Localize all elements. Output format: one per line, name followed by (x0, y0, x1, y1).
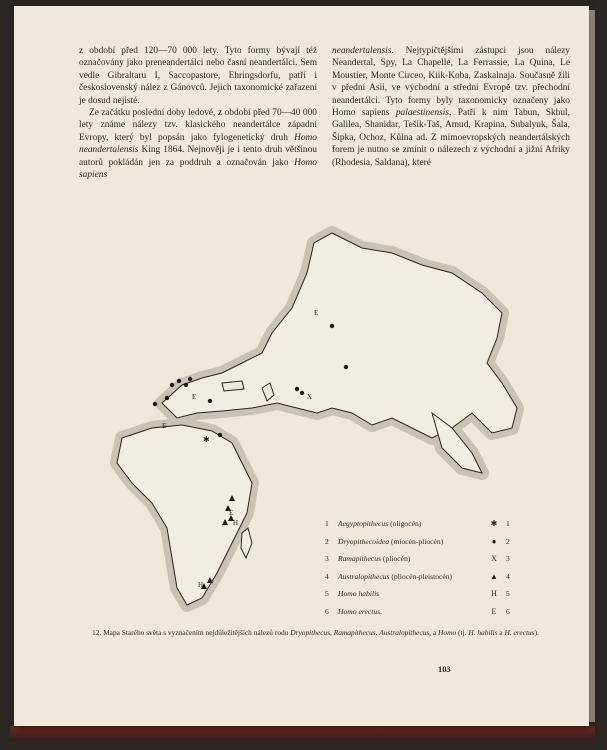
legend-number: 2 (325, 536, 329, 546)
species-name: neandertalensis (332, 46, 392, 56)
caption-italic: Homo (438, 628, 457, 637)
page-edge (589, 10, 595, 722)
madagascar-outline (241, 528, 252, 558)
paragraph (79, 107, 317, 181)
erectus-letter: E (192, 393, 197, 401)
period: . (380, 606, 383, 616)
dryopithecoid-site (218, 433, 222, 437)
paragraph-text: z období před 120—70 000 lety. Tyto formy bývají též označovány jako preneandertálci nebo časní neandertálci. Sem vedle Gibraltaru I, Saccopastore, Ehringsdorfu, patří i československý nález z Gánovců. Jejich taxonomické zařazení je dosud nejisté. (79, 46, 317, 106)
legend-row (325, 603, 525, 621)
page-number: 103 (438, 665, 451, 674)
eurasia-outline (162, 233, 517, 438)
species-name: palaestinensis (395, 108, 449, 119)
period: (oligocén) (388, 519, 422, 528)
legend-label (338, 585, 379, 603)
legend-label (338, 568, 452, 586)
legend-number: 6 (506, 606, 510, 616)
legend-number: 1 (506, 519, 510, 528)
caption-italic: Dryopithecus, Ramapithecus, Australopithecus, (290, 628, 432, 637)
letter-h-icon: H (491, 589, 497, 598)
right-text-column (332, 45, 570, 169)
legend-label (338, 603, 382, 621)
dryopithecoid-site (188, 377, 192, 381)
erectus-letter: E (229, 509, 234, 517)
dryopithecoid-site (295, 387, 299, 391)
paragraph-text: . Patří k nim Tabun, Skhul, Galilea, Shanidar, Tešik-Taš, Amud, Krapina, Subalyuk, Šala, Šipka, Ochoz, Kůlna ad. Z mimoevropských neandertálských forem je nutno se zmínit o nálezech z východní a jižní Afriky (Rhodesia, Saldana), které (332, 108, 570, 168)
dryopithecoid-site (177, 379, 181, 383)
species-name: Homo neandertalensis (79, 132, 317, 156)
legend-row (325, 585, 525, 603)
triangle-icon: ▲ (490, 571, 498, 581)
legend-number: 2 (506, 536, 510, 546)
dryopithecoid-site (344, 365, 348, 369)
legend-row (325, 515, 525, 533)
caption-italic: H. habilis (468, 628, 498, 637)
legend-label (338, 550, 410, 568)
legend-number: 5 (325, 589, 329, 598)
dryopithecoid-site (208, 399, 212, 403)
paragraph-text: Ze začátku poslední doby ledové, z období před 70—40 000 lety známe nálezy tzv. klasického neandertálce západní Evropy, který byl popsán jako fylogenetický druh (79, 108, 317, 143)
legend-row (325, 550, 525, 568)
figure-caption (92, 628, 542, 639)
taxon-name: Dryopithecoidea (338, 536, 390, 546)
habilis-letter: H (233, 519, 239, 527)
paragraph (332, 45, 570, 169)
legend-number: 5 (506, 589, 510, 598)
legend-number: 4 (506, 571, 510, 581)
caption-text: a (431, 628, 439, 637)
erectus-letter: E (314, 309, 319, 317)
caption-text: 12. Mapa Starého světa s vyznačením nejdůležitějších nálezů rodu (92, 628, 291, 637)
taxon-name: Ramapithecus (338, 554, 382, 563)
taxon-name: Homo erectus (338, 606, 381, 616)
period: (pliocén-pleistocén) (389, 571, 453, 581)
legend-label (338, 515, 421, 533)
dryopithecoid-site (153, 402, 157, 406)
caption-text: a (497, 628, 505, 637)
letter-e-icon: E (491, 606, 497, 616)
asterisk-icon: ✱ (490, 519, 498, 528)
paragraph-text: . Nejtypičtějšími zástupci jsou nálezy Neandertal, Spy, La Chapelle, La Ferrassie, La Quina, Le Moustier, Monte Circeo, Kiik-Koba, Zaskalnaja. Současně žili v přední Asii, ve východní a střední Evropě tzv. přechodní neandertálci. Tyto formy byly taxonomicky označeny jako Homo sapiens (332, 46, 570, 119)
caption-text: ). (534, 628, 539, 637)
period: (miocén-pliocén) (389, 536, 444, 546)
dryopithecoid-site (165, 396, 169, 400)
dryopithecoid-site (184, 383, 188, 387)
legend-number: 3 (325, 554, 329, 563)
ramapithecus-letter: X (307, 393, 313, 401)
caption-italic: H. erectus (504, 628, 535, 637)
book-cover-edge (10, 726, 595, 740)
taxon-name: Australopithecus (338, 571, 390, 581)
species-name: Homo sapiens (79, 157, 317, 181)
erectus-letter: E (162, 422, 167, 430)
map-legend (325, 515, 525, 620)
legend-label (338, 533, 443, 551)
dryopithecoid-site (300, 391, 304, 395)
legend-number: 6 (325, 606, 329, 616)
legend-number: 4 (325, 571, 329, 581)
dryopithecoid-site (330, 324, 334, 328)
habilis-letter: H (198, 581, 204, 589)
taxon-name: Homo habilis (338, 589, 380, 598)
caption-text: (tj. (456, 628, 469, 637)
taxon-name: Aegyptopithecus (338, 519, 389, 528)
dryopithecoid-site (170, 383, 174, 387)
legend-number: 1 (325, 519, 329, 528)
period: (pliocén) (381, 554, 411, 563)
legend-number: 3 (506, 554, 510, 563)
left-text-column (79, 45, 317, 181)
cross-icon: X (491, 554, 497, 563)
black-sea-outline (222, 381, 244, 391)
paragraph-text: King 1864. Nejnověji je i tento druh většinou autorů pokládán jen za poddruh a označován jako (79, 145, 317, 168)
dot-icon: ● (491, 536, 497, 546)
paragraph (79, 45, 317, 107)
aegyptopithecus-site: ✱ (203, 435, 210, 444)
legend-row (325, 533, 525, 551)
legend-row (325, 568, 525, 586)
